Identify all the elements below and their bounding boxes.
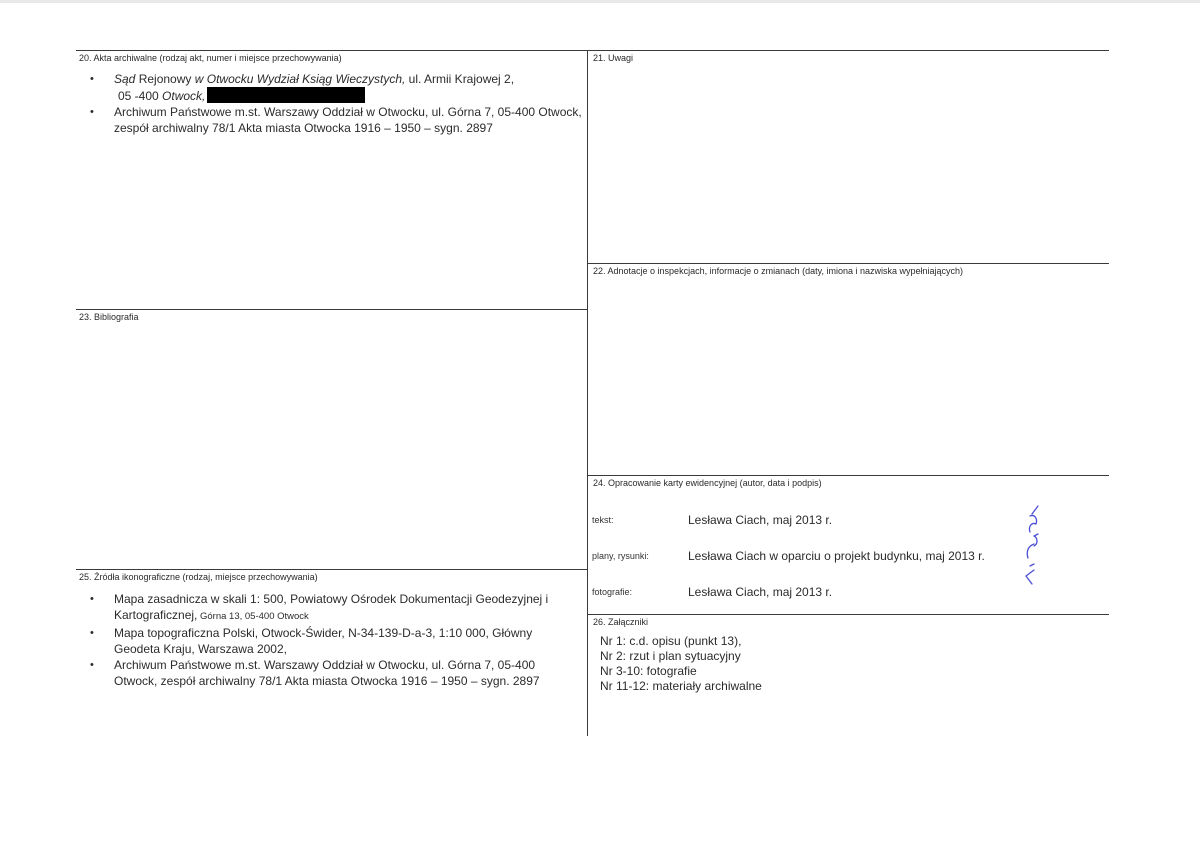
row-label-fotografie: fotografie: (592, 587, 633, 597)
rule-section-22 (587, 263, 1109, 264)
court-city: Otwock, (162, 89, 206, 103)
row-value-fotografie: Lesława Ciach, maj 2013 r. (688, 585, 833, 599)
court-name-part: Sąd (114, 72, 136, 86)
attachment-item: Nr 3-10: fotografie (600, 664, 697, 678)
court-postcode: 05 -400 (118, 89, 163, 103)
section-20-title: 20. Akta archiwalne (rodzaj akt, numer i miejsce przechowywania) (79, 53, 342, 63)
attachment-item: Nr 1: c.d. opisu (punkt 13), (600, 634, 742, 648)
list-item: • Archiwum Państwowe m.st. Warszawy Oddział w Otwocku, ul. Górna 7, 05-400 Otwock, zespół archiwalny 78/1 Akta miasta Otwocka 1916 – 1950 – sygn. 2897 (76, 104, 586, 136)
rule-top-left (76, 50, 587, 51)
section-23-title: 23. Bibliografia (79, 312, 139, 322)
rule-section-25 (76, 569, 587, 570)
section-25-list (76, 591, 576, 689)
court-address: ul. Armii Krajowej 2, (405, 72, 515, 86)
rule-section-24 (587, 475, 1109, 476)
rule-center-vertical (587, 50, 588, 736)
attachment-item: Nr 2: rzut i plan sytuacyjny (600, 649, 741, 663)
row-label-tekst: tekst: (592, 515, 614, 525)
list-item: • Mapa topograficzna Polski, Otwock-Świder, N-34-139-D-a-3, 1:10 000, Główny Geodeta Kraju, Warszawa 2002, (76, 625, 576, 657)
attachment-item: Nr 11-12: materiały archiwalne (600, 679, 762, 693)
map-source-address: Górna 13, 05-400 Otwock (197, 611, 309, 622)
court-name-part: w Otwocku Wydział Ksiąg Wieczystych, (194, 72, 406, 86)
list-item: • Archiwum Państwowe m.st. Warszawy Oddział w Otwocku, ul. Górna 7, 05-400 Otwock, zespół archiwalny 78/1 Akta miasta Otwocka 1916 – 1950 – sygn. 2897 (76, 657, 576, 689)
redaction-bar (207, 87, 365, 103)
section-22-title: 22. Adnotacje o inspekcjach, informacje o zmianach (daty, imiona i nazwiska wypełniających) (593, 266, 964, 276)
section-24-title: 24. Opracowanie karty ewidencyjnej (autor, data i podpis) (593, 478, 822, 488)
list-item (76, 71, 586, 104)
court-name-part: Rejonowy (135, 72, 195, 86)
row-value-tekst: Lesława Ciach, maj 2013 r. (688, 513, 833, 527)
row-label-plany: plany, rysunki: (592, 551, 649, 561)
handwritten-signature (1008, 500, 1058, 590)
rule-section-26 (587, 614, 1109, 615)
rule-section-23 (76, 309, 587, 310)
section-26-title: 26. Załączniki (593, 617, 649, 627)
row-value-plany: Lesława Ciach w oparciu o projekt budynku, maj 2013 r. (688, 549, 985, 563)
rule-top-right (587, 50, 1109, 51)
section-20-list (76, 71, 586, 136)
list-item (76, 591, 576, 625)
section-25-title: 25. Źródła ikonograficzne (rodzaj, miejsce przechowywania) (79, 572, 318, 582)
page-edge (0, 0, 1200, 3)
section-21-title: 21. Uwagi (593, 53, 634, 63)
map-source-text: Mapa zasadnicza w skali 1: 500, Powiatowy Ośrodek Dokumentacji Geodezyjnej i Kartograficznej, (114, 592, 549, 622)
